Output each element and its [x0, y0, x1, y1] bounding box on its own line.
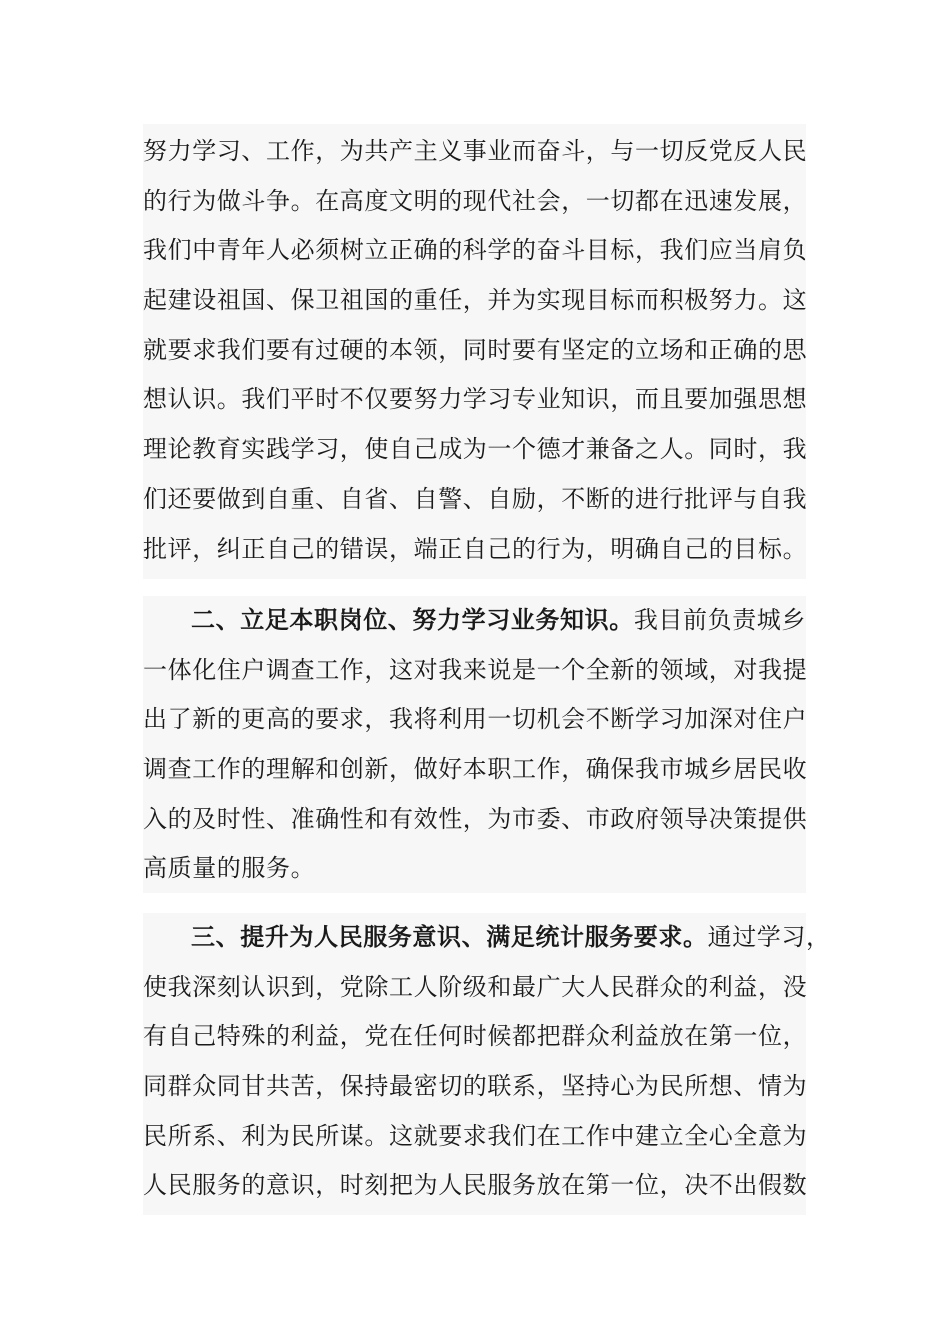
text-line: 们还要做到自重、自省、自警、自励，不断的进行批评与自我 — [143, 484, 808, 513]
text-line: 一体化住户调查工作，这对我来说是一个全新的领域，对我提 — [143, 655, 808, 684]
text-line — [143, 596, 806, 646]
text-line: 起建设祖国、保卫祖国的重任，并为实现目标而积极努力。这 — [143, 286, 808, 315]
text-line — [143, 913, 831, 963]
paragraph-2 — [143, 596, 806, 893]
text-line: 高质量的服务。 — [143, 854, 316, 883]
text-line: 想认识。我们平时不仅要努力学习专业知识，而且要加强思想 — [143, 385, 808, 414]
text-line: 入的及时性、准确性和有效性，为市委、市政府领导决策提供 — [143, 804, 808, 833]
text-line: 的行为做斗争。在高度文明的现代社会，一切都在迅速发展， — [143, 186, 808, 215]
text-line: 批评，纠正自己的错误，端正自己的行为，明确自己的目标。 — [143, 534, 808, 563]
text-line: 人民服务的意识，时刻把为人民服务放在第一位，决不出假数 — [143, 1171, 808, 1200]
text-line: 调查工作的理解和创新，做好本职工作，确保我市城乡居民收 — [143, 755, 808, 784]
text-line: 我们中青年人必须树立正确的科学的奋斗目标，我们应当肩负 — [143, 236, 808, 265]
paragraph-3 — [143, 913, 831, 1215]
text-line: 就要求我们要有过硬的本领，同时要有坚定的立场和正确的思 — [143, 335, 808, 364]
section-text: 通过学习， — [707, 923, 831, 951]
section-heading: 二、立足本职岗位、努力学习业务知识。 — [191, 606, 634, 634]
text-line: 有自己特殊的利益，党在任何时候都把群众利益放在第一位， — [143, 1022, 808, 1051]
text-line: 同群众同甘共苦，保持最密切的联系，坚持心为民所想、情为 — [143, 1072, 808, 1101]
section-heading: 三、提升为人民服务意识、满足统计服务要求。 — [191, 923, 708, 951]
paragraph-1 — [143, 124, 806, 579]
text-line: 努力学习、工作，为共产主义事业而奋斗，与一切反党反人民 — [143, 137, 808, 165]
section-text: 我目前负责城乡 — [633, 606, 807, 634]
text-line: 理论教育实践学习，使自己成为一个德才兼备之人。同时，我 — [143, 435, 808, 464]
text-line: 使我深刻认识到，党除工人阶级和最广大人民群众的利益，没 — [143, 972, 808, 1001]
text-line: 出了新的更高的要求，我将利用一切机会不断学习加深对住户 — [143, 705, 808, 734]
text-line: 民所系、利为民所谋。这就要求我们在工作中建立全心全意为 — [143, 1121, 808, 1150]
